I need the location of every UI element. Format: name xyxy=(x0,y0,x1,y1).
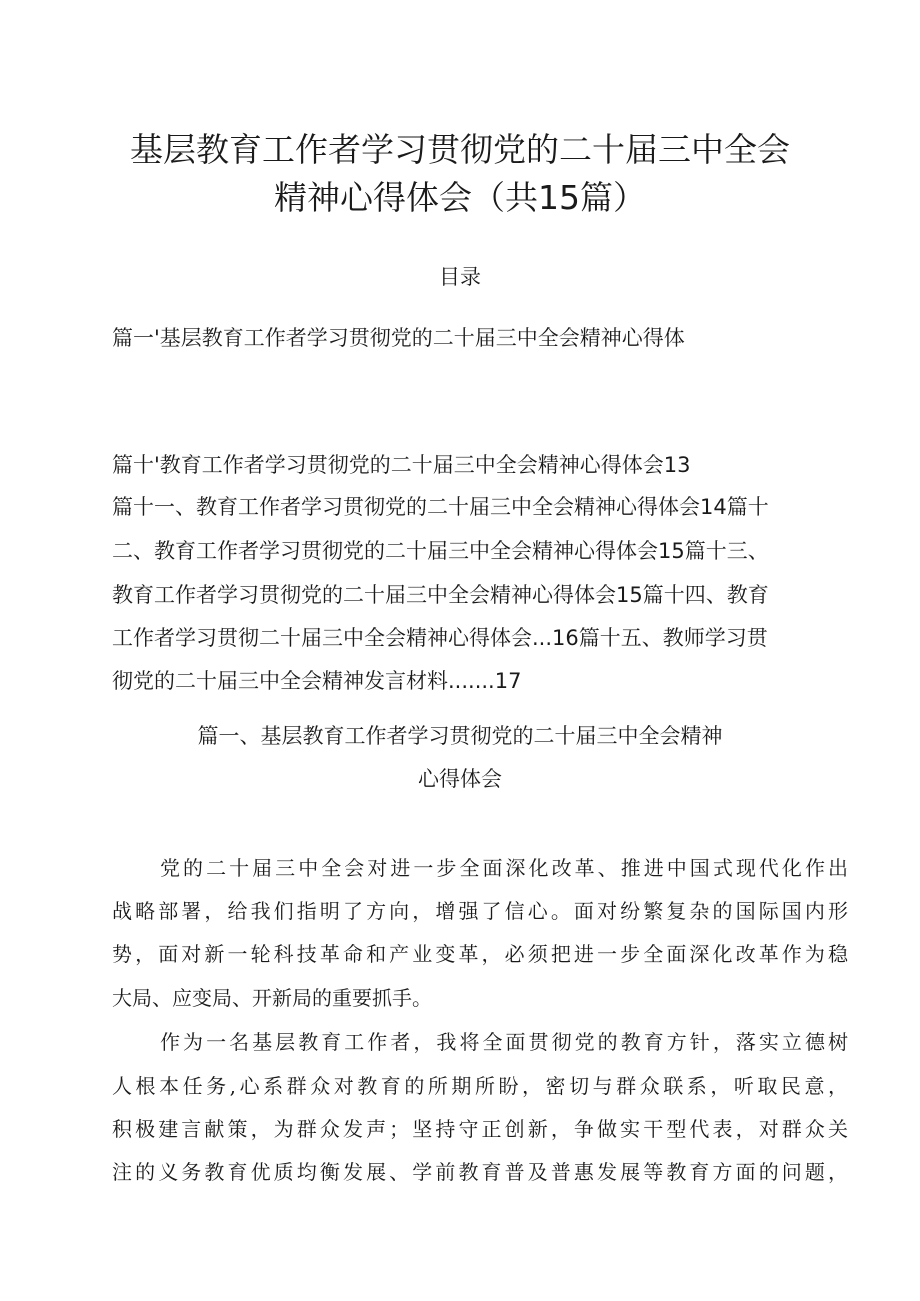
paragraph-1-line-4: 大局、应变局、开新局的重要抓手。 xyxy=(112,986,432,1010)
paragraph-1-line-3: 势，面对新一轮科技革命和产业变革，必须把进一步全面深化改革作为稳 xyxy=(112,942,848,966)
paragraph-1-line-1: 党的二十届三中全会对进一步全面深化改革、推进中国式现代化作出 xyxy=(160,856,848,880)
toc-entry-13[interactable]: 教育工作者学习贯彻党的二十届三中全会精神心得体会15篇十四、教育 xyxy=(112,583,769,607)
paragraph-2-line-2: 人根本任务,心系群众对教育的所期所盼，密切与群众联系，听取民意， xyxy=(112,1074,848,1098)
section-heading-line-1: 篇一、基层教育工作者学习贯彻党的二十届三中全会精神 xyxy=(197,724,723,748)
document-title-line-1: 基层教育工作者学习贯彻党的二十届三中全会 xyxy=(130,130,790,169)
toc-entry-12[interactable]: 二、教育工作者学习贯彻党的二十届三中全会精神心得体会15篇十三、 xyxy=(112,539,769,563)
document-title-line-2: 精神心得体会（共15篇） xyxy=(274,178,646,217)
paragraph-2-line-4: 注的义务教育优质均衡发展、学前教育普及普惠发展等教育方面的问题， xyxy=(112,1160,848,1184)
paragraph-2-line-1: 作为一名基层教育工作者，我将全面贯彻党的教育方针，落实立德树 xyxy=(160,1030,848,1054)
toc-entry-14[interactable]: 工作者学习贯彻二十届三中全会精神心得体会...16篇十五、教师学习贯 xyxy=(112,626,768,650)
section-heading-line-2: 心得体会 xyxy=(418,767,502,791)
toc-entry-11[interactable]: 篇十一、教育工作者学习贯彻党的二十届三中全会精神心得体会14篇十 xyxy=(112,495,769,519)
toc-entry-1[interactable]: 篇一'基层教育工作者学习贯彻党的二十届三中全会精神心得体 xyxy=(112,326,685,350)
paragraph-1-line-2: 战略部署，给我们指明了方向，增强了信心。面对纷繁复杂的国际国内形 xyxy=(112,899,848,923)
paragraph-2-line-3: 积极建言献策，为群众发声；坚持守正创新，争做实干型代表，对群众关 xyxy=(112,1117,848,1141)
toc-entry-15[interactable]: 彻党的二十届三中全会精神发言材料.......17 xyxy=(112,669,522,693)
toc-entry-10[interactable]: 篇十'教育工作者学习贯彻党的二十届三中全会精神心得体会13 xyxy=(112,453,691,477)
toc-heading: 目录 xyxy=(439,265,481,289)
